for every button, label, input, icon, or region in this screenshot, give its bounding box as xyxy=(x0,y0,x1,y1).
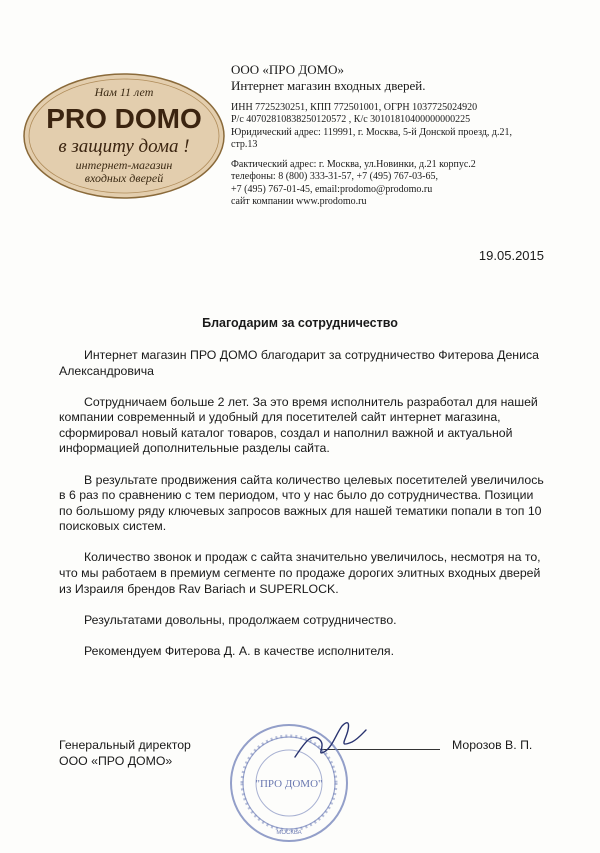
company-logo xyxy=(22,72,227,200)
paragraph: Рекомендуем Фитерова Д. А. в качестве исполнителя. xyxy=(84,643,395,658)
requisite-line: стр.13 xyxy=(231,138,258,150)
contact-line: сайт компании www.prodomo.ru xyxy=(231,196,367,208)
requisite-line: Р/с 40702810838250120572 , К/с 30101810400000000225 xyxy=(231,114,471,126)
company-header xyxy=(231,62,571,208)
signer-name: Морозов В. П. xyxy=(452,738,533,752)
contact-line: +7 (495) 767-01-45, email:prodomo@prodomo.ru xyxy=(231,183,433,195)
company-subtitle: Интернет магазин входных дверей. xyxy=(231,78,426,93)
handwritten-signature xyxy=(290,712,370,772)
stamp-center-text: "ПРО ДОМО" xyxy=(255,778,323,790)
requisite-line: ИНН 7725230251, КПП 772501001, ОГРН 1037725024920 xyxy=(231,102,478,113)
letter-body xyxy=(59,348,549,675)
signer-block xyxy=(59,737,191,769)
company-contacts xyxy=(231,159,571,208)
letter-title: Благодарим за сотрудничество xyxy=(202,316,398,330)
logo-tagline-1: интернет-магазин xyxy=(75,158,173,172)
paragraph: Количество звонок и продаж с сайта значительно увеличилось, несмотря на то, что мы работаем в премиум сегменте по продаже дорогих элитных входных дверей из Израиля брендов Rav Bariach и SUPERLOCK. xyxy=(59,550,541,596)
paragraph: Интернет магазин ПРО ДОМО благодарит за сотрудничество Фитерова Дениса Александровича xyxy=(59,348,539,378)
logo-slogan: в защиту дома ! xyxy=(58,136,190,157)
company-name: ООО «ПРО ДОМО» xyxy=(231,62,345,77)
logo-brand: PRO DOMO xyxy=(46,103,202,134)
contact-line: телефоны: 8 (800) 333-31-57, +7 (495) 767-03-65, xyxy=(231,171,438,183)
contact-line: Фактический адрес: г. Москва, ул.Новинки, д.21 корпус.2 xyxy=(231,159,476,171)
signer-org: ООО «ПРО ДОМО» xyxy=(59,754,173,768)
company-requisites xyxy=(231,102,571,151)
paragraph: В результате продвижения сайта количество целевых посетителей увеличилось в 6 раз по сравнению с тем периодом, что у нас было до сотрудничества. Позиции по большому ряду ключевых запросов важных для нашей тематики попали в топ 10 поисковых систем. xyxy=(59,472,544,534)
stamp-city-text: МОСКВА xyxy=(276,830,302,836)
paragraph: Сотрудничаем больше 2 лет. За это время исполнитель разработал для нашей компании современный и удобный для посетителей сайт интернет магазина, сформировал новый каталог товаров, создал и наполнил важной и актуальной информацией дополнительные разделы сайта. xyxy=(59,394,538,456)
letter-date: 19.05.2015 xyxy=(478,248,544,263)
requisite-line: Юридический адрес: 119991, г. Москва, 5-й Донской проезд, д.21, xyxy=(231,126,513,138)
logo-tagline-2: входных дверей xyxy=(84,171,164,185)
signer-position: Генеральный директор xyxy=(59,738,191,752)
paragraph: Результатами довольны, продолжаем сотрудничество. xyxy=(84,612,397,627)
logo-years: Нам 11 лет xyxy=(94,85,154,99)
